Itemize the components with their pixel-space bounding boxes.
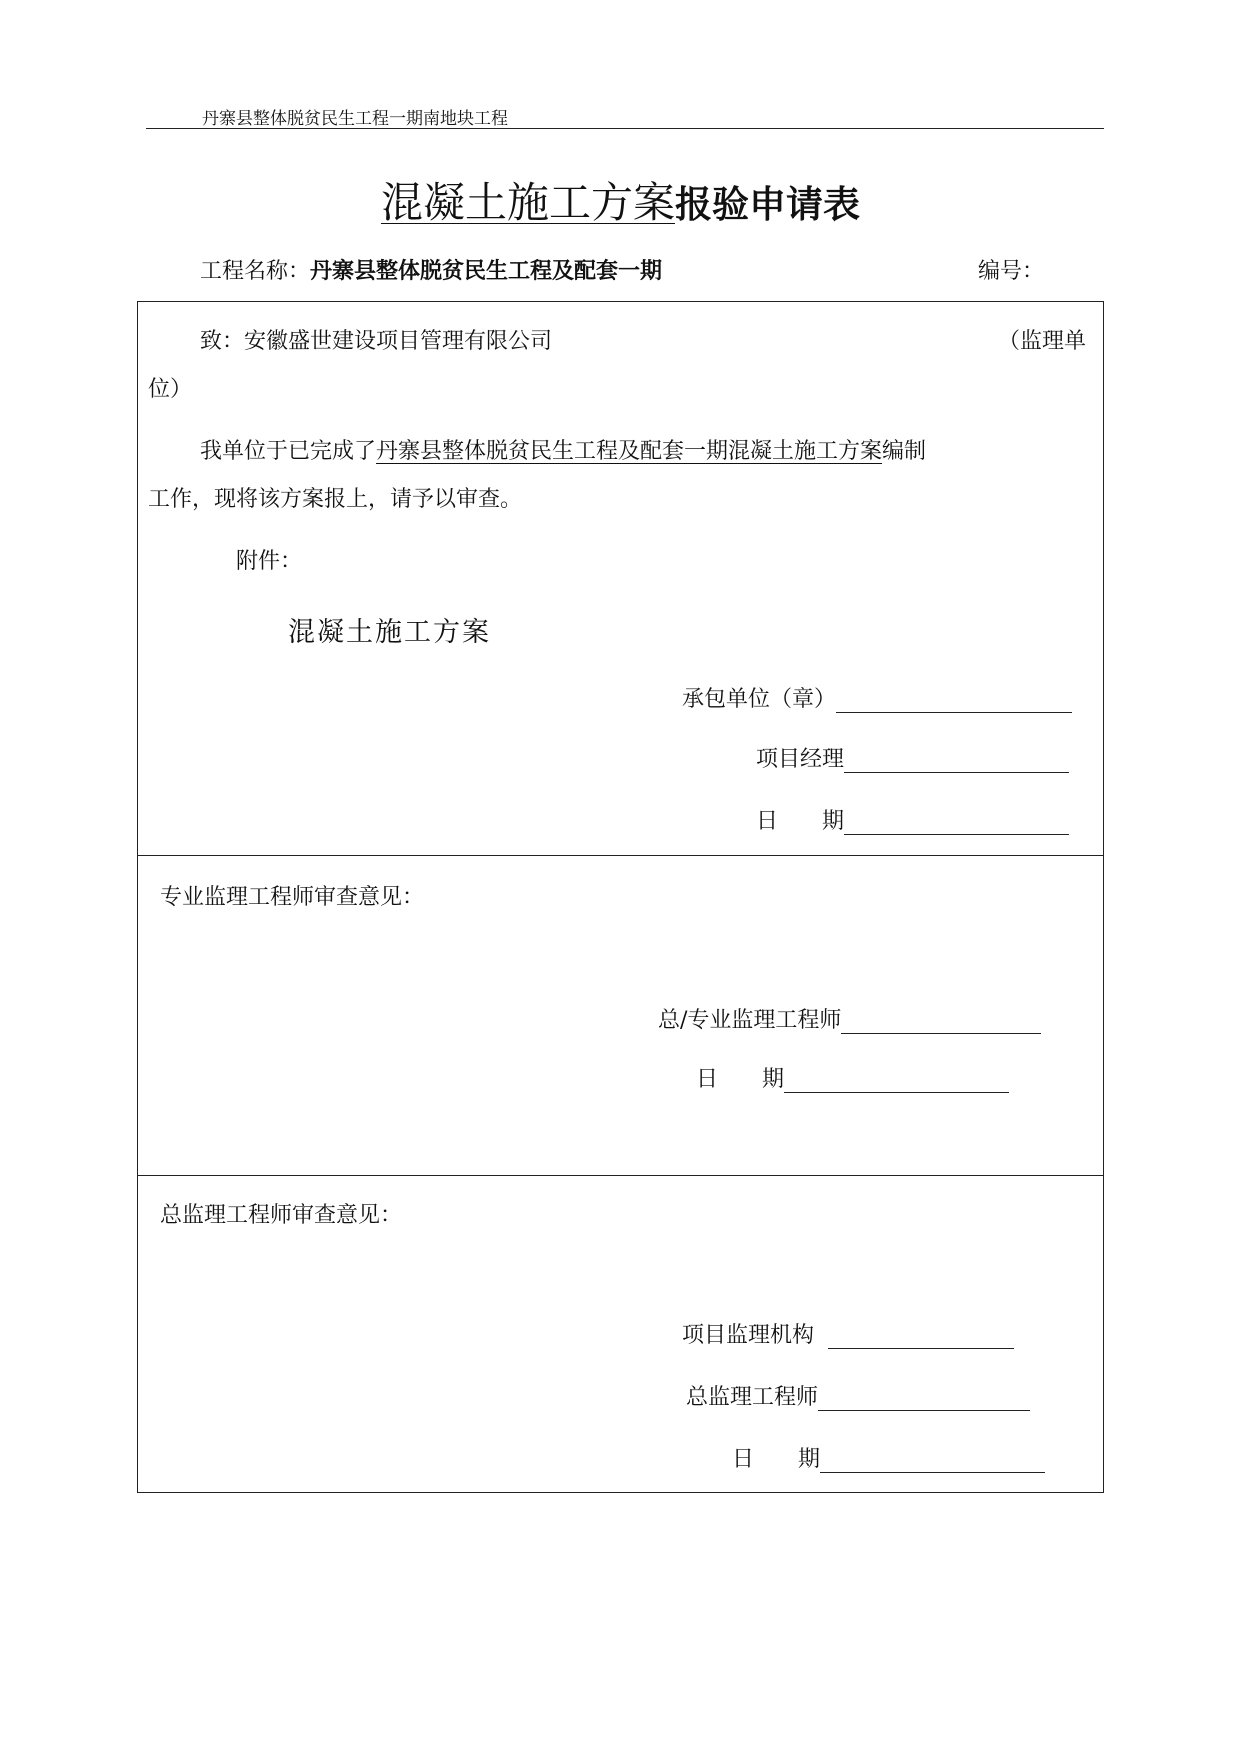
engineer-signature-row	[658, 1003, 1041, 1034]
section3-date-line	[820, 1447, 1045, 1473]
project-label: 工程名称：	[200, 259, 311, 284]
contractor-signature-line	[836, 687, 1072, 713]
number-label: 编号：	[978, 259, 1045, 284]
project-name: 丹寨县整体脱贫民生工程及配套一期	[310, 259, 663, 284]
running-header: 丹寨县整体脱贫民生工程一期南地块工程	[202, 109, 508, 129]
section2-date-row	[696, 1062, 1009, 1093]
form-title	[0, 170, 1241, 230]
supervisor-company: 安徽盛世建设项目管理有限公司	[244, 329, 553, 354]
statement-plan-name: 丹寨县整体脱贫民生工程及配套一期混凝土施工方案	[376, 439, 883, 464]
chief-engineer-label: 总监理工程师	[686, 1385, 819, 1410]
attachment-label: 附件：	[236, 549, 303, 574]
statement-prefix: 我单位于已完成了	[200, 439, 377, 464]
supervision-org-label: 项目监理机构	[682, 1323, 815, 1348]
section-divider-1	[137, 855, 1104, 856]
addressee-line	[200, 324, 552, 355]
section1-date-label: 日 期	[756, 809, 845, 834]
statement-suffix: 编制	[882, 439, 927, 464]
section2-date-line	[784, 1067, 1009, 1093]
role-note-part1: （监理单	[998, 329, 1087, 354]
project-manager-signature-line	[844, 747, 1069, 773]
chief-engineer-signature-line	[818, 1385, 1030, 1411]
title-underlined-part: 混凝土施工方案	[380, 178, 675, 227]
supervision-org-signature-line	[828, 1323, 1014, 1349]
engineer-label: 总/专业监理工程师	[658, 1008, 842, 1033]
supervision-org-row	[682, 1318, 1014, 1349]
section1-date-line	[844, 809, 1069, 835]
chief-review-heading: 总监理工程师审查意见：	[160, 1203, 403, 1228]
project-name-row	[200, 254, 662, 285]
section1-date-row	[756, 804, 1069, 835]
project-manager-label: 项目经理	[756, 747, 845, 772]
engineer-signature-line	[841, 1008, 1041, 1034]
header-rule	[146, 128, 1104, 129]
chief-engineer-row	[686, 1380, 1030, 1411]
section2-date-label: 日 期	[696, 1067, 785, 1092]
section3-date-label: 日 期	[732, 1447, 821, 1472]
statement-line-1	[200, 434, 926, 465]
project-manager-row	[756, 742, 1069, 773]
section3-date-row	[732, 1442, 1045, 1473]
to-label: 致：	[200, 329, 245, 354]
section-divider-2	[137, 1175, 1104, 1176]
title-bold-part: 报验申请表	[675, 183, 860, 226]
contractor-label: 承包单位（章）	[682, 687, 837, 712]
specialist-review-heading: 专业监理工程师审查意见：	[160, 885, 425, 910]
role-note-part2: 位）	[148, 377, 193, 402]
statement-line-2: 工作，现将该方案报上，请予以审查。	[148, 487, 523, 512]
attachment-item: 混凝土施工方案	[288, 617, 491, 648]
contractor-signature-row	[682, 682, 1072, 713]
